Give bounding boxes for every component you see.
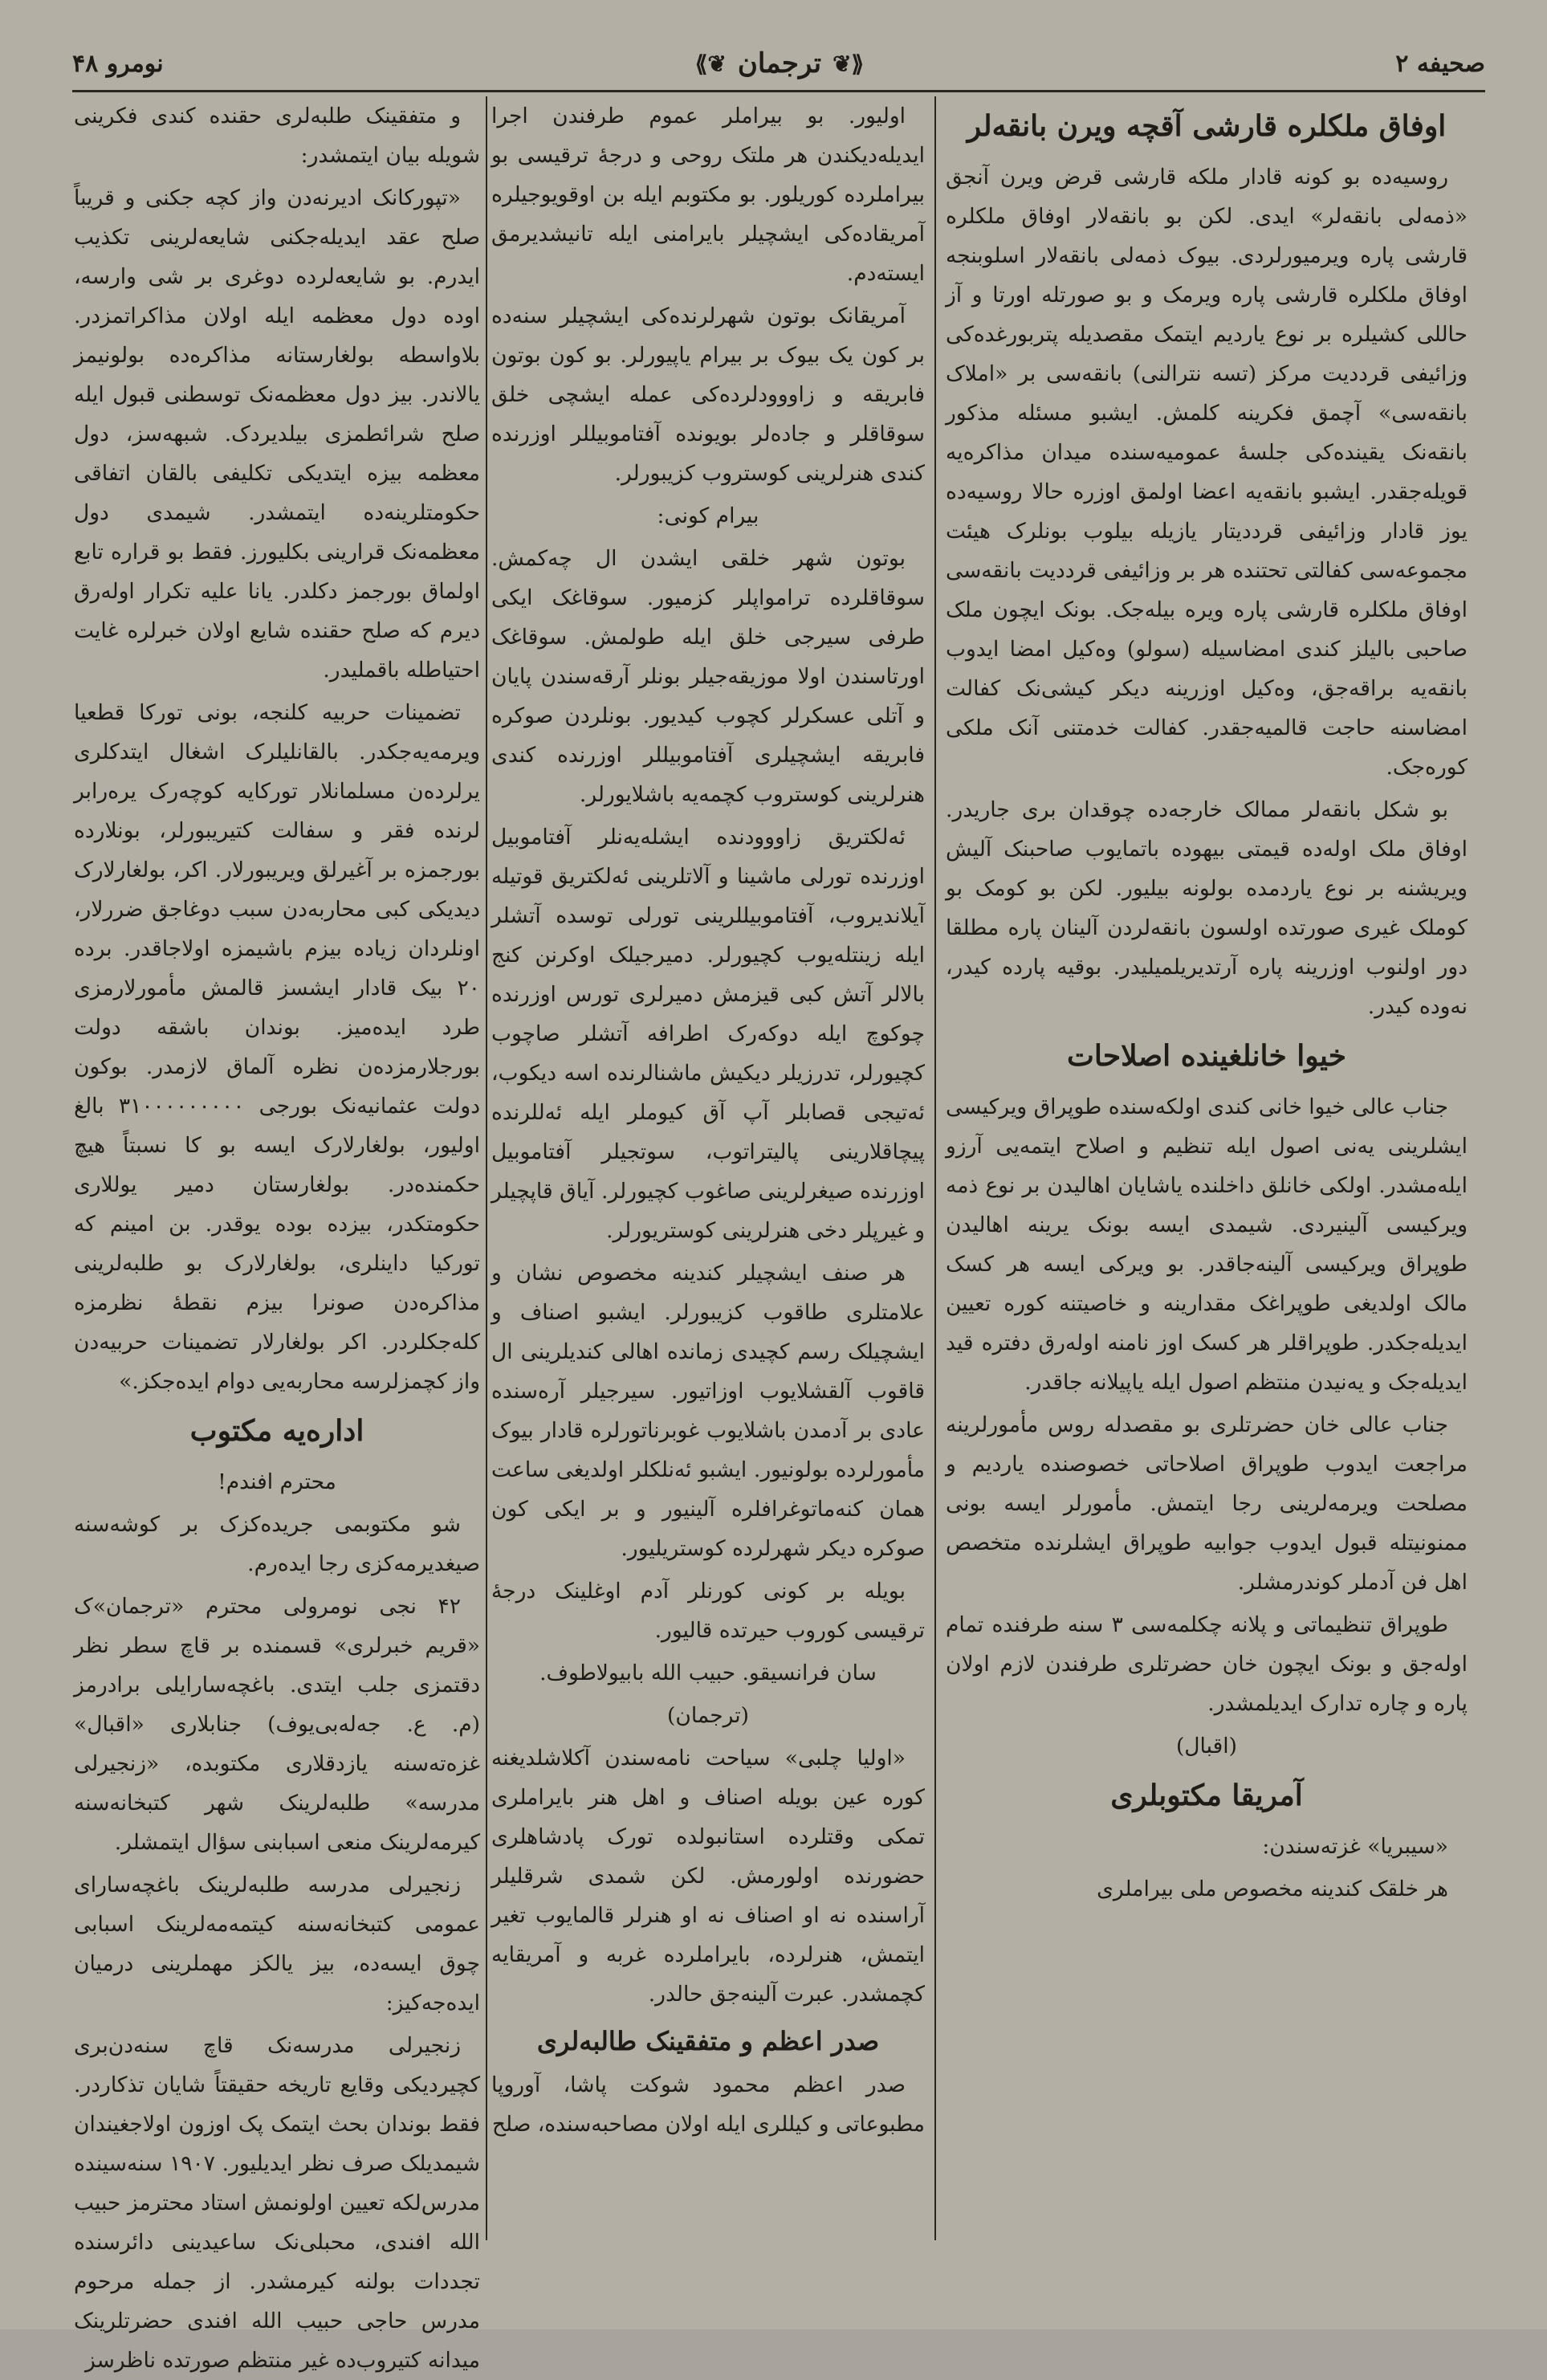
article-source: (اقبال): [1175, 1734, 1238, 1759]
article-headline: اوفاق ملکلره قارشی آقچه ویرن بانقه‌لر: [967, 109, 1447, 143]
page-number-label: صحیفه ۲: [1395, 49, 1485, 78]
article-paragraph: و متفقینک طلبه‌لری حقنده کندی فکرینی شویله بیان ایتمشدر:: [74, 104, 480, 168]
article-source: (ترجمان): [667, 1703, 749, 1728]
article-paragraph: «اولیا چلبی» سیاحت نامه‌سندن آکلاشلدیغنه کوره عین بویله اصناف و اهل هنر بایراملری تمکی وقتلرده استانبولده تورک پادشاهلری حضورنده اولورمش. لکن شمدی شرقلیلر آراسنده نه او اصناف نه او هنرلر قالمایوب تغیر ایتمش، هنرلرده، بایراملرده غربه و آمریقایه کچمشدر. عبرت آلینه‌جق حالدر.: [491, 1746, 925, 2007]
letter-salutation: محترم افندم!: [218, 1469, 336, 1494]
masthead: [695, 47, 864, 79]
article-paragraph: بو شکل بانقه‌لر ممالک خارجه‌ده چوقدان بری جاریدر. اوفاق ملک اوله‌ده قیمتی بیهوده باتمایوب صاحبنک آلیش ویریشنه بر نوع یاردمده بولونه بیلیور. لکن بو کومک بو کوملک غیری صورتده اولسون بانقه‌لردن آلینان پاره مطلقا دور اولنوب اوزرینه پاره آرتدیریلمیلیدر. بوقیه پارده کیدر، نه‌وده کیدر.: [946, 797, 1468, 1019]
article-paragraph: صدر اعظم محمود شوکت پاشا، آوروپا مطبوعاتی و کیللری ایله اولان مصاحبه‌سنده، صلح: [491, 2072, 925, 2137]
article-paragraph: جناب عالی خیوا خانی کندی اولکه‌سنده طوپراق ویرکیسی ایشلرینی یه‌نی اصول ایله تنظیم و اصلاح ایتمه‌یی آرزو ایله‌مشدر. اولکی خانلق داخلنده یاشایان اهالیدن بر نوع ذمه ویرکیسی آلینیردی. شیمدی ایسه بونک یرینه اهالیدن طوپراق ویرکیسی آلینه‌جاقدر. بو ویرکی ایسه هر کسک مالک اولدیغی طوپراغک مقدارینه و خاصیتنه کوره تعیین ایدیله‌جکدر. طوپراقلر هر کسک اوز نامنه اوله‌رق دفتره قید ایدیله‌جک و یه‌نیدن منتظم اصول ایله یاپیلانه جاقدر.: [946, 1094, 1468, 1395]
article-paragraph: «سیبریا» غزته‌سندن:: [1262, 1834, 1448, 1859]
column-right: [946, 96, 1468, 2264]
article-paragraph: تضمینات حربیه کلنجه، بونی تورکا قطعیا ویرمه‌یه‌جکدر. بالقانلیلرک اشغال ایتدکلری یرلرده‌ن مسلمانلار تورکایه کوچه‌رک یره‌رابر لرنده فقر و سفالت کتیریبورلر، بونلارده بورجمزه بر آغیرلق ویریبورلار. اکر، بولغارلارک دیدیکی کبی محاربه‌دن سبب دوغاجق ضررلار، اونلردان زیاده بیزم باشیمزه اولاجاقدر. برده ۲۰ بیک قادار ایشسز قالمش مأمورلارمزی طرد ایده‌میز. بوندان باشقه دولت بورجلارمزده‌ن نظره آلماق لازمدر. بوکون دولت عثمانیه‌نک بورجی ۳۱۰۰۰۰۰۰۰۰۰ بالغ اولیور، بولغارلارک ایسه بو کا نسبتاً هیچ حکمنده‌در. بولغارستان دمیر یوللاری حکومتکدر، بیزده بوده یوقدر. بن امینم که تورکیا داینلری، بولغارلارک بو طلبه‌لرینی مذاکره‌دن صونرا بیزم نقطۀ نظرمزه کله‌جکلردر. اکر بولغارلار تضمینات حربیه‌دن واز کچمزلرسه محاربه‌یی دوام ایده‌جکز.»: [74, 700, 480, 1394]
column-divider: [934, 96, 936, 2240]
page-header: [72, 39, 1485, 88]
article-paragraph: طوپراق تنظیماتی و پلانه چکلمه‌سی ۳ سنه طرفنده تمام اوله‌جق و بونک ایچون خان حضرتلری طرفندن لازم اولان پاره و چاره تدارک ایدیلمشدر.: [946, 1612, 1468, 1716]
column-left: [74, 96, 481, 2373]
column-middle: [491, 96, 925, 2264]
article-paragraph: زنجیرلی مدرسه طلبه‌لرینک باغچه‌سارای عمومی کتبخانه‌سنه کیتمه‌مه‌لرینک اسبابی چوق ایسه‌ده، بیز یالکز مهملرینی درمیان ایده‌جه‌کیز:: [74, 1873, 480, 2015]
article-paragraph: ئه‌لکتریق زاووودنده ایشله‌یه‌نلر آفتاموبیل اوزرنده تورلی ماشینا و آلاتلرینی ئه‌لکتریق قوتیله آیلاندیروب، آفتاموبیللرینی تورلی توسده آتشلر ایله زینتله‌یوب کچیورلر. دمیرجیلک اوکرنن کنج بالالر آتش کبی قیزمش دمیرلری تورس اوزرنده چوکوچ ایله دوکه‌رک اطرافه آتشلر صاچوب کچیورلر، تدرزیلر دیکیش ماشنالرنده اسه دیکوب، ئه‌تیجی قصابلر آپ آق کیوملر ایله ئه‌للرنده پیچاقلارینی پالیتراتوب، سوتجیلر آفتاموبیل اوزرنده صیغرلرینی صاغوب کچیورلر. آیاق قاپچیلر و غیرپلر دخی هنرلرینی کوستریورلر.: [491, 825, 925, 1243]
ornament-icon: ❦⟫: [694, 50, 727, 77]
article-paragraph: بویله بر کونی کورنلر آدم اوغلینک درجۀ ترقیسی کوروب حیرتده قالیور.: [491, 1579, 925, 1643]
article-headline: آمریقا مکتوبلری: [1110, 1779, 1303, 1812]
article-paragraph: ۴۲ نجی نومرولی محترم «ترجمان»ک «قریم خبرلری» قسمنده بر قاچ سطر نظر دقتمزی جلب ایتدی. باغچه‌سارایلی برادرمز (م. ع. جه‌له‌بی‌یوف) جنابلاری «اقبال» غزه‌ته‌سنه یازدقلاری مکتوبده، «زنجیرلی مدرسه» طلبه‌لرینک شهر کتبخانه‌سنه کیرمه‌لرینک منعی اسبابنی سؤال ایتمشلر.: [74, 1594, 480, 1855]
header-rule: [72, 90, 1485, 92]
article-paragraph: شو مکتوبمی جریده‌کزک بر کوشه‌سنه صیغدیرمه‌کزی رجا ایده‌رم.: [74, 1512, 480, 1576]
issue-number-label: نومرو ۴۸: [72, 49, 164, 78]
article-paragraph: روسیه‌ده بو کونه قادار ملکه قارشی قرض ویرن آنجق «ذمه‌لی بانقه‌لر» ایدی. لکن بو بانقه‌لار اوفاق ملکلره قارشی پاره ویرمیورلردی. بیوک ذمه‌لی بانقه‌لار اسلوبنجه اوفاق ملکلره قارشی پاره ویرمک و بو صورتله اورتا و آز حاللی کشیلره بر نوع یاردیم ایتمک مقصدیله پتربورغده‌کی وزائیفی قرددیت مرکز (تسه نترالنی) بانقه‌سی بر «املاک بانقه‌سی» آچمق فکرینه کلمش. ایشبو مسئله مذکور بانقه‌نک یقینده‌کی جلسۀ عمومیه‌سنده میدان مذاکره‌یه قویله‌جقدر. ایشبو بانقه‌یه اعضا اولمق اوزره حالا روسیه‌ده یوز قادار وزائیفی قرددیتار یازیله بیلوب بونلرک هیئت مجموعه‌سی کفالتی تحتنده هر بر وزائیفی قرددیت بانقه‌سی اوفاق ملکلره قارشی پاره ویره بیله‌جک. بونک ایچون ملک صاحبی بالیلز کندی امضاسیله (سولو) وه‌کیل امضا ایدوب بانقه‌یه براقه‌جق، وه‌کیل اوزرینه دیکر کیشی‌نک کفالت امضاسنه حاجت قالمیه‌جقدر. کفالت خدمتنی آنک ملکی کوره‌جک.: [946, 165, 1468, 780]
article-paragraph: اولیور. بو بیراملر عموم طرفندن اجرا ایدیله‌دیکندن هر ملتک روحی و درجۀ ترقیسی بو بیراملرده کوریلور. بو مکتوبم ایله بن اوقویوجیلره آمریقاده‌کی ایشچیلر بایرامنی ایله تانیشدیرمق ایسته‌دم.: [491, 104, 925, 286]
article-paragraph: «تپورکانک ادیرنه‌دن واز کچه جکنی و قریباً صلح عقد ایدیله‌جکنی شایعه‌لرینی تکذیب ایدرم. بو شایعه‌لرده دوغری بر شی وارسه، اوده دول معظمه ایله اولان مذاکراتمزدر. بلاواسطه بولغارستانه مذاکره‌ده بولونیمز یالاندر. بیز دول معظمه‌نک توسطنی قبول ایله صلح شرائطمزی بیلدیردک. شبهه‌سز، دول معظمه بیزه ایتدیکی تکلیفی بالقان اتفاقی حکومتلرینه‌ده ایتمشدر. شیمدی دول معظمه‌نک قرارینی بکلیورز. فقط بو قراره تابع اولماق بورجمز دکلدر. یانا علیه تکرار اوله‌رق دیرم که صلح حقنده شایع اولان خبرلره غایت احتیاطله باقملیدر.: [74, 185, 480, 683]
masthead-title: ترجمان: [737, 47, 822, 79]
article-paragraph: هر خلقک کندینه مخصوص ملی بیراملری: [1097, 1877, 1448, 1901]
article-paragraph: بیرام کونی:: [657, 503, 759, 528]
article-headline: خیوا خانلغینده اصلاحات: [1067, 1039, 1346, 1073]
ornament-icon: ⟪❦: [833, 50, 865, 77]
article-headline: صدر اعظم و متفقینک طالبه‌لری: [536, 2026, 880, 2056]
article-paragraph: زنجیرلی مدرسه‌نک قاچ سنه‌دن‌بری کچیردیکی وقایع تاریخه حقیقتاً شایان تذکاردر. فقط بوندان بحث ایتمک پک اوزون اولاجغیندان شیمدیلک صرف نظر ایدیلیور. ۱۹۰۷ سنه‌سینده مدرس‌لکه تعیین اولونمش استاد محترمز حبیب الله افندی، محبلی‌نک ساعیدینی دائرسنده تجددات بولنه کیرمشدر. از جمله مرحوم مدرس حاجی حبیب الله افندی حضرتلرینک میدانه کتیروب‌ده غیر منتظم صورتده ناظرسز: [74, 2033, 481, 2373]
article-paragraph: هر صنف ایشچیلر کندینه مخصوص نشان و علامتلری طاقوب کزیبورلر. ایشبو اصناف و ایشچیلک رسم کچیدی زمانده اهالی کندیلرینی ال قاقوب آلقشلایوب اوزاتیور. سیرجیلر آره‌سنده عادی بر آدمدن باشلایوب غوبرناتورلره قادار بیوک مأمورلرده بولونیور. ایشبو ئه‌نلکلر اولدیغی ساعت همان کنه‌ماتوغرافلره آلینیور و بر ایکی کون صوکره دیکر شهرلرده کوستریلیور.: [491, 1261, 925, 1561]
article-paragraph: آمریقانک بوتون شهرلرنده‌کی ایشچیلر سنه‌ده بر کون یک بیوک بر بیرام یاپیورلر. بو کون بوتون فابریقه و زاووودلرده‌کی عمله ایشچی خلق سوقاقلر و جاده‌لر بویونده آفتاموبیللر اوزرنده کندی هنرلرینی کوستروب کزیبورلر.: [491, 304, 925, 486]
article-headline: اداره‌یه مکتوب: [189, 1414, 364, 1448]
column-divider: [486, 96, 487, 2240]
article-signature: سان فرانسیقو. حبیب الله بابیولاطوف.: [539, 1661, 877, 1685]
article-paragraph: جناب عالی خان حضرتلری بو مقصدله روس مأمورلرینه مراجعت ایدوب طوپراق اصلاحاتی خصوصنده یاردیم و مصلحت ویرمه‌لرینی رجا ایتمش. مأمورلر ایسه بونی ممنونیتله قبول ایدوب جوابیه طوپراق ایشلرنده متخصص اهل فن آدملر کوندرمشلر.: [946, 1412, 1468, 1595]
article-paragraph: بوتون شهر خلقی ایشدن ال چه‌کمش. سوقاقلرده ترامواپلر کزمیور. سوقاغک ایکی طرفی سیرجی خلق ایله طولمش. سوقاغک اورتاسندن اولا موزیقه‌جیلر بونلر آرقه‌سندن پایان و آتلی عسکرلر کچوب کیدیور. بونلردن صوکره فابریقه ایشچیلری آفتاموبیللر اوزرنده کندی هنرلرینی کوستروب کچمه‌یه باشلایورلر.: [491, 546, 925, 807]
